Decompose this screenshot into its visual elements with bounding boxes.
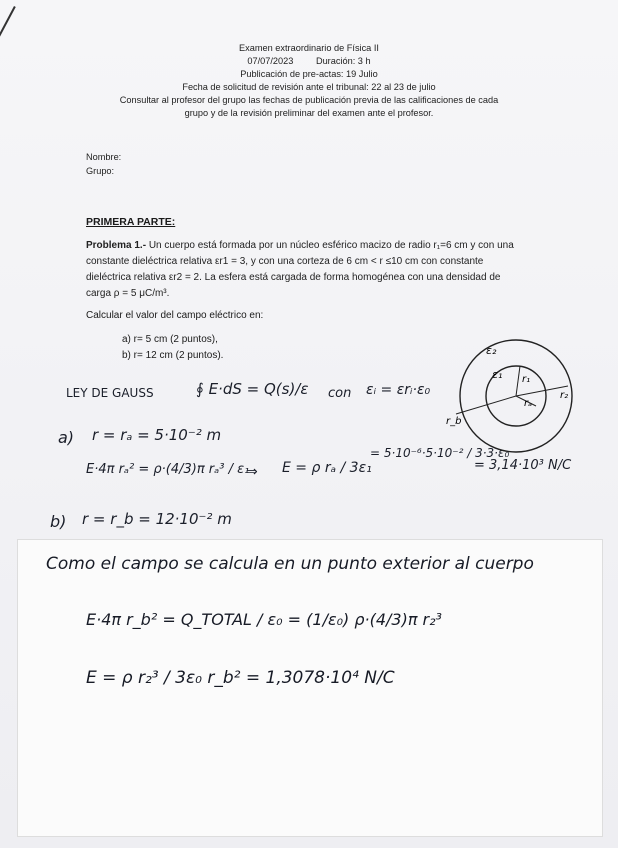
problem-label: Problema 1.- <box>86 240 147 251</box>
note-equation-2: E = ρ r₂³ / 3ε₀ r_b² = 1,3078·10⁴ N/C <box>86 668 395 688</box>
part-a-equation-2: E = ρ rₐ / 3ε₁ <box>282 460 372 476</box>
name-field-label: Nombre: <box>86 152 122 162</box>
label-epsilon-2: ε₂ <box>486 344 497 357</box>
label-r1: r₁ <box>522 374 531 385</box>
part-b-radius: r = r_b = 12·10⁻² m <box>82 510 232 528</box>
pasted-solution-note <box>18 540 602 836</box>
section-title: PRIMERA PARTE: <box>86 216 176 228</box>
gauss-law-label: LEY DE GAUSS <box>66 386 154 400</box>
label-epsilon-1: ε₁ <box>492 368 503 381</box>
note-line-1: Como el campo se calcula en un punto exterior al cuerpo <box>46 554 534 574</box>
exam-title: Examen extraordinario de Física II <box>239 43 379 53</box>
group-field-label: Grupo: <box>86 166 115 176</box>
exam-duration: Duración: 3 h <box>315 56 371 66</box>
calc-prompt: Calcular el valor del campo eléctrico en: <box>86 310 264 321</box>
review-request-date: Fecha de solicitud de revisión ante el tribunal: 22 al 23 de julio <box>182 82 436 92</box>
label-ra: rₐ <box>524 398 533 409</box>
radius-r1-line <box>516 366 520 396</box>
publication-date: Publicación de pre-actas: 19 Julio <box>240 69 378 79</box>
label-rb: r_b <box>446 416 462 427</box>
part-a-radius: r = rₐ = 5·10⁻² m <box>92 426 222 444</box>
concentric-spheres-diagram <box>440 338 600 462</box>
pen-stroke-mark <box>0 6 16 39</box>
problem-statement <box>86 238 526 302</box>
con-word: con <box>328 386 352 401</box>
gauss-law-equation: ∮ E·dS = Q(s)/ε <box>196 380 309 398</box>
epsilon-definition: εᵢ = εrᵢ·ε₀ <box>366 382 431 398</box>
note-equation-1: E·4π r_b² = Q_TOTAL / ε₀ = (1/ε₀) ρ·(4/3)π r₂³ <box>86 610 442 629</box>
part-a-equation-1: E·4π rₐ² = ρ·(4/3)π rₐ³ / ε₁ <box>86 462 250 477</box>
part-a-result: = 3,14·10³ N/C <box>474 458 572 473</box>
option-a: a) r= 5 cm (2 puntos), <box>122 334 218 345</box>
option-b: b) r= 12 cm (2 puntos). <box>122 350 224 361</box>
problem-text: Un cuerpo está formada por un núcleo esférico macizo de radio r₁=6 cm y con una constante dieléctrica relativa εr1 = 3, y con una corteza de 6 cm < r ≤10 cm con constante dieléctrica relativa εr2 = 2. La esfera está cargada de forma homogénea con una densidad de carga ρ = 5 μC/m³. <box>86 240 514 299</box>
part-a-equation-3: = 5·10⁻⁶·5·10⁻² / 3·3·ε₀ <box>370 446 510 460</box>
consult-note-2: grupo y de la revisión preliminar del examen ante el profesor. <box>184 108 434 118</box>
consult-note-1: Consultar al profesor del grupo las fechas de publicación previa de las calificaciones de cada <box>119 95 499 105</box>
part-b-label: b) <box>50 512 67 531</box>
part-a-label: a) <box>58 428 75 447</box>
implies-arrow: ⇒ <box>246 464 258 480</box>
exam-date: 07/07/2023 <box>247 56 294 66</box>
label-r2: r₂ <box>560 390 569 401</box>
exam-header <box>0 42 618 120</box>
